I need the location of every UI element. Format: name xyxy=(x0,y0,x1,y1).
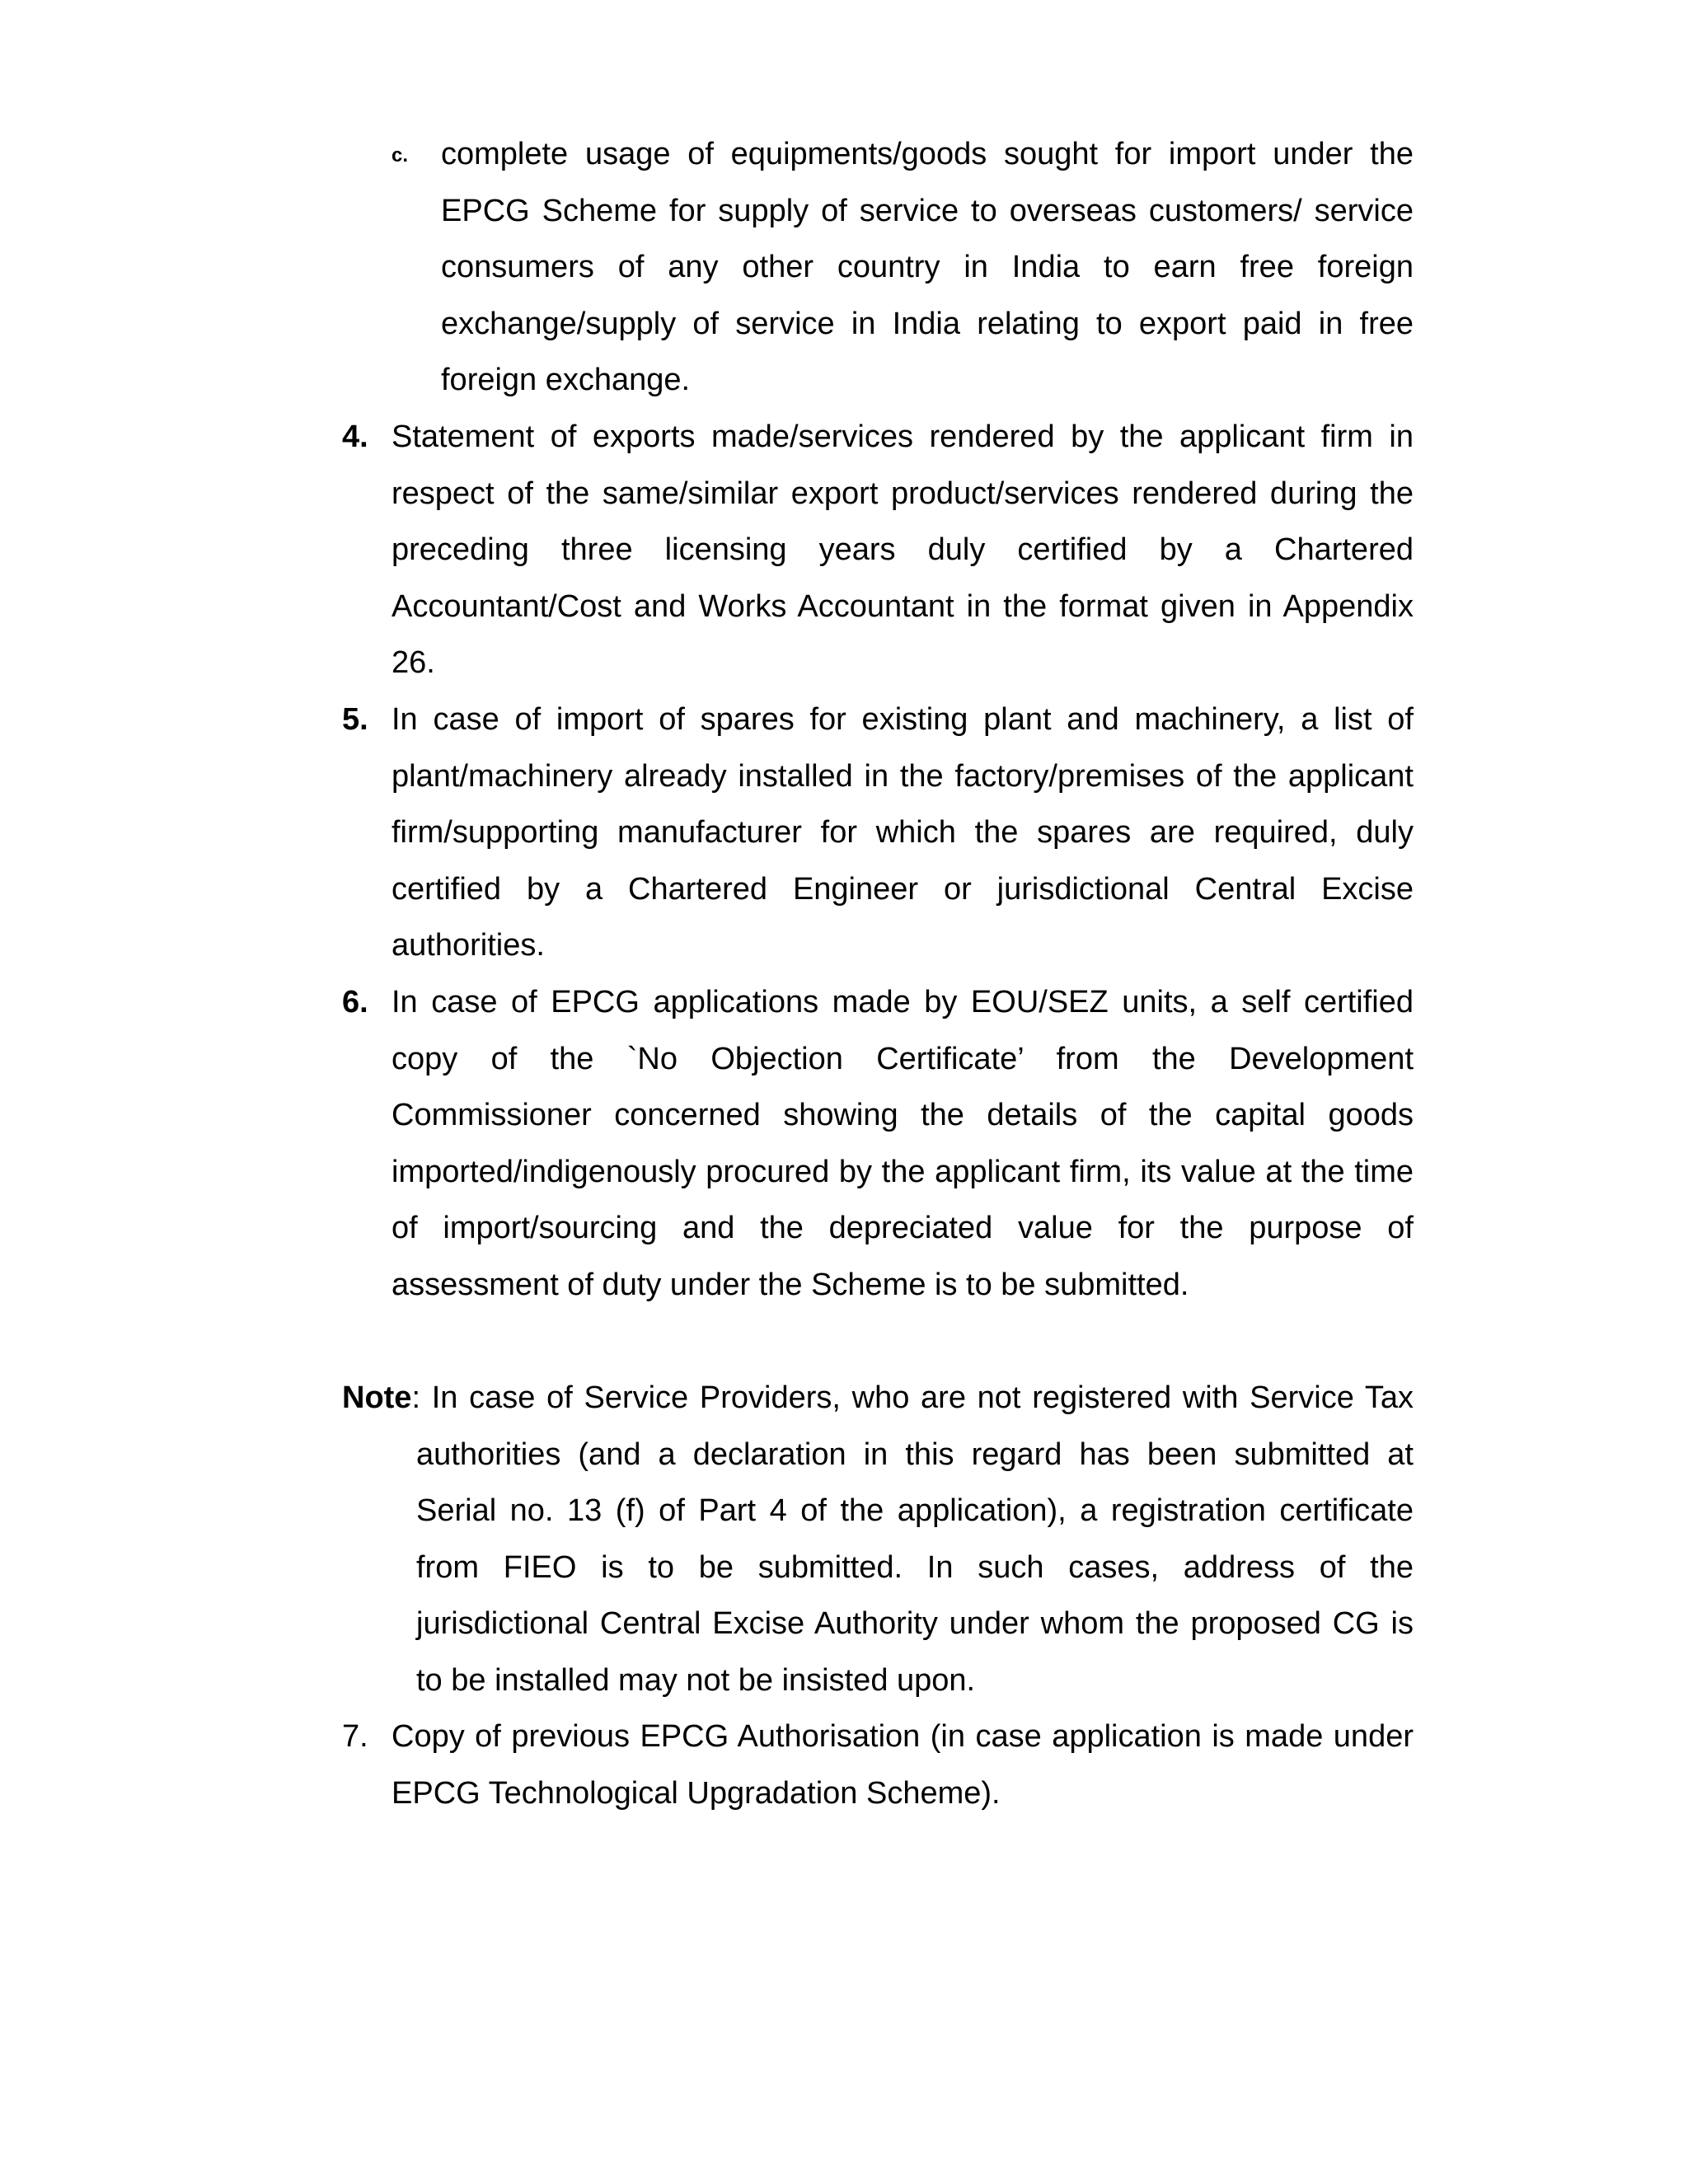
list-marker-c: c. xyxy=(392,144,409,166)
list-marker-4: 4. xyxy=(342,419,368,454)
list-item-c xyxy=(392,126,1414,409)
list-item-7 xyxy=(342,1708,1414,1821)
note-block xyxy=(342,1370,1414,1709)
note-text: In case of Service Providers, who are not registered with Service Tax authorities (and a declaration in this regard has been submitted at Serial no. 13 (f) of Part 4 of the application), a registration certificate from FIEO is to be submitted. In such cases, address of the jurisdictional Central Excise Authority under whom the proposed CG is to be installed may not be insisted upon. xyxy=(416,1380,1414,1698)
list-item-c-text: complete usage of equipments/goods sought for import under the EPCG Scheme for supply of service to overseas customers/ service consumers of any other country in India to earn free foreign exchange/supply of service in India relating to export paid in free foreign exchange. xyxy=(441,137,1414,398)
note-label: Note xyxy=(342,1380,412,1415)
list-item-6 xyxy=(342,974,1414,1314)
note-colon: : xyxy=(411,1380,421,1415)
list-item-6-text: In case of EPCG applications made by EOU/SEZ units, a self certified copy of the `No Objection Certificate’ from the Development Commissioner concerned showing the details of the capital goods imported/indigenously procured by the applicant firm, its value at the time of import/sourcing and the depreciated value for the purpose of assessment of duty under the Scheme is to be submitted. xyxy=(392,985,1414,1302)
list-marker-7: 7. xyxy=(342,1719,368,1754)
list-item-5 xyxy=(342,691,1414,974)
list-item-4 xyxy=(342,409,1414,691)
list-item-5-text: In case of import of spares for existing plant and machinery, a list of plant/machinery already installed in the factory/premises of the applicant firm/supporting manufacturer for which the spares are required, duly certified by a Chartered Engineer or jurisdictional Central Excise authorities. xyxy=(392,702,1414,963)
list-item-4-text: Statement of exports made/services rendered by the applicant firm in respect of the same/similar export product/services rendered during the preceding three licensing years duly certified by a Chartered Accountant/Cost and Works Accountant in the format given in Appendix 26. xyxy=(392,419,1414,681)
list-marker-5: 5. xyxy=(342,702,368,737)
list-marker-6: 6. xyxy=(342,985,368,1019)
note-paragraph xyxy=(342,1370,1414,1709)
list-item-7-text: Copy of previous EPCG Authorisation (in case application is made under EPCG Technological Upgradation Scheme). xyxy=(392,1719,1414,1811)
